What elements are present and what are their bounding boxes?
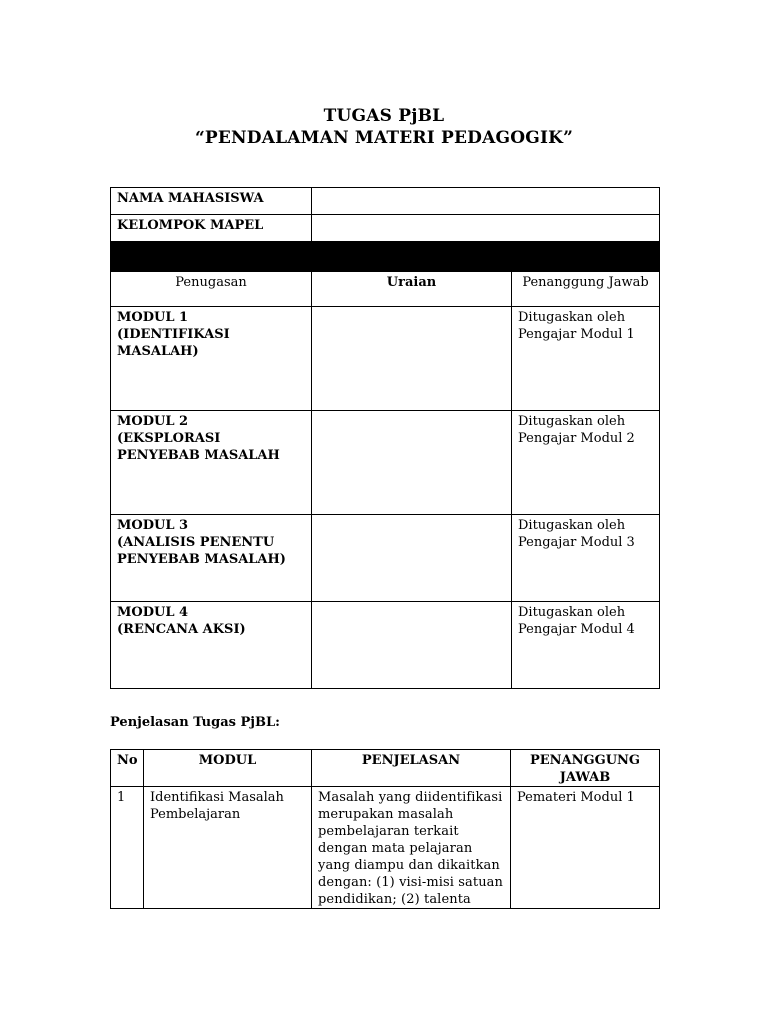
module-desc: (EKSPLORASI PENYEBAB MASALAH — [117, 431, 280, 463]
col-header-penanggung-jawab: Penanggung Jawab — [512, 272, 660, 307]
row-pj: Pemateri Modul 1 — [511, 787, 660, 909]
module-cell — [111, 307, 312, 411]
row-no: 1 — [111, 787, 144, 909]
doc-subtitle: “PENDALAMAN MATERI PEDAGOGIK” — [194, 128, 574, 148]
row-modul: Identifikasi Masalah Pembelajaran — [144, 787, 312, 909]
col-header-uraian: Uraian — [312, 272, 512, 307]
black-separator-bar — [111, 242, 660, 272]
row-penjelasan: Masalah yang diidentifikasi merupakan masalah pembelajaran terkait dengan mata pelajaran yang diampu dan dikaitkan dengan: (1) visi-misi satuan pendidikan; (2) talenta — [312, 787, 511, 909]
pj-cell: Ditugaskan oleh Pengajar Modul 3 — [512, 515, 660, 602]
table-row — [111, 411, 660, 515]
doc-title: TUGAS PjBL — [323, 106, 445, 126]
module-cell — [111, 602, 312, 689]
module-desc: (IDENTIFIKASI MASALAH) — [117, 327, 230, 359]
name-label: NAMA MAHASISWA — [111, 188, 312, 215]
table-row — [111, 307, 660, 411]
pj-cell: Ditugaskan oleh Pengajar Modul 4 — [512, 602, 660, 689]
task-table — [110, 187, 660, 689]
pj-cell: Ditugaskan oleh Pengajar Modul 2 — [512, 411, 660, 515]
module-cell — [111, 515, 312, 602]
uraian-cell[interactable] — [312, 515, 512, 602]
explanation-table — [110, 749, 660, 909]
group-value-cell[interactable] — [312, 215, 660, 242]
name-value-cell[interactable] — [312, 188, 660, 215]
uraian-cell[interactable] — [312, 307, 512, 411]
module-title: MODUL 1 — [117, 310, 189, 325]
explanation-heading: Penjelasan Tugas PjBL: — [110, 715, 280, 730]
col-header-penjelasan: PENJELASAN — [312, 750, 511, 787]
pj-cell: Ditugaskan oleh Pengajar Modul 1 — [512, 307, 660, 411]
module-title: MODUL 3 — [117, 518, 189, 533]
module-title: MODUL 4 — [117, 605, 189, 620]
col-header-modul: MODUL — [144, 750, 312, 787]
module-desc: (RENCANA AKSI) — [117, 622, 246, 637]
module-cell — [111, 411, 312, 515]
table-row — [111, 787, 660, 909]
col-header-no: No — [111, 750, 144, 787]
uraian-cell[interactable] — [312, 602, 512, 689]
module-title: MODUL 2 — [117, 414, 189, 429]
group-label: KELOMPOK MAPEL — [111, 215, 312, 242]
table-row — [111, 602, 660, 689]
col-header-penanggung-jawab: PENANGGUNG JAWAB — [511, 750, 660, 787]
table-row — [111, 515, 660, 602]
uraian-cell[interactable] — [312, 411, 512, 515]
col-header-penugasan: Penugasan — [111, 272, 312, 307]
module-desc: (ANALISIS PENENTU PENYEBAB MASALAH) — [117, 535, 286, 567]
